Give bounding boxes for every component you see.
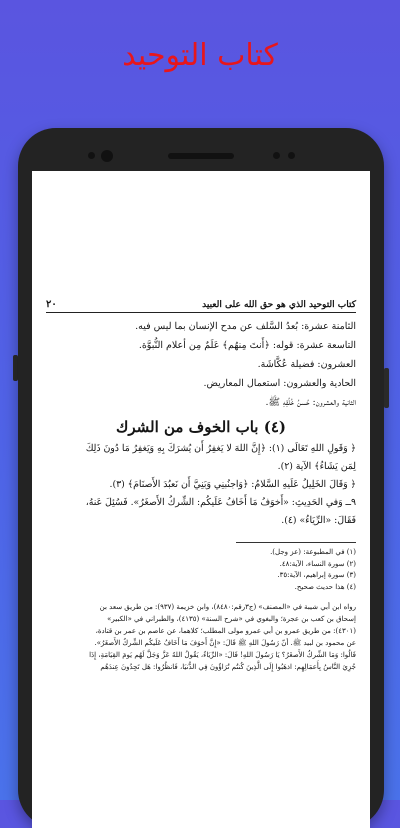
sensor-dot: [273, 152, 280, 159]
sensor-dot: [288, 152, 295, 159]
note-line: جُزِيَ النَّاسُ بِأَعمَالِهِم: اذهَبُوا إِلَى الَّذِينَ كُنتُم تُرَاؤُونَ فِي الدُّنيَا، فَانظُرُوا: هَل تَجِدُونَ عِندَهُم: [100, 663, 356, 671]
note-line: رواه ابن أبي شيبة في «المصنف» (ج٣رقم:٨٤٨٠)، وابن خزيمة (٩٣٧): من طريق سعد بن: [99, 603, 356, 611]
footnotes: [46, 547, 356, 593]
footnote-divider: [236, 542, 356, 543]
front-camera-icon: [101, 150, 113, 162]
book-page[interactable]: [46, 299, 356, 673]
volume-up-button: [384, 368, 389, 408]
list-item: العشرون: فضيلة عُكَّاشَة.: [257, 359, 356, 370]
list-item: الثانية والعشرون: حُسنُ خُلُقِهِ ﷺ.: [265, 397, 356, 408]
sensor-dot: [88, 152, 95, 159]
hadith-notes: [46, 601, 356, 673]
footnote: (١) في المطبوعة: (عز وجل).: [270, 548, 356, 556]
list-item: التاسعة عشرة: قوله: ﴿أَنتَ مِنهُم﴾ عَلَمٌ مِن أعلام النُّبوَّة.: [138, 340, 356, 351]
chapter-title: (٤) باب الخوف من الشرك: [116, 418, 286, 436]
phone-top-bezel: [18, 150, 384, 162]
footnote: (٢) سورة النساء، الآية:٤٨.: [279, 559, 356, 568]
phone-screen[interactable]: [32, 171, 370, 828]
list-item: الثامنة عشرة: بُعدُ السَّلف عن مدح الإنسان بما ليس فيه.: [135, 321, 356, 332]
footnote: (٣) سورة إبراهيم، الآية:٣٥.: [277, 571, 356, 579]
note-line: (٤٣٠١): من طريق عمرو بن أبي عمرو مولى المطلب؛ كلاهما، عن عاصم بن عمر بن قتادة،: [95, 627, 356, 635]
footnote: (٤) هذا حديث صحيح.: [294, 582, 356, 591]
page-number: ٢٠: [46, 299, 57, 310]
body-line: لِمَن يَشَاءُ﴾ الآية (٢).: [277, 461, 356, 472]
body-line: ﴿ وَقَالَ الخَلِيلُ عَلَيهِ السَّلامُ: ﴿وَاجنُبنِي وَبَنِيَّ أَن نَعبُدَ الأَصنَامَ﴾ (٣).: [109, 479, 356, 490]
note-line: قَالُوا: وَمَا الشِّركُ الأَصغَرُ؟ يَا رَسُولَ اللهِ! قَالَ: «الرِّيَاءُ، يَقُولُ اللهُ عَزَّ وَجَلَّ لَهُم يَومَ القِيَامَةِ، إِذَا: [89, 651, 356, 659]
body-line: فَقَالَ: «الرِّيَاءُ» (٤).: [281, 515, 356, 526]
note-line: إسحاق بن كعب بن عجرة؛ والبغوي في «شرح السنة» (٤١٣٥)، والطبراني في «الكبير»: [107, 615, 356, 623]
speaker-grille: [168, 153, 234, 159]
body-line: ٩ــ وَفي الحَدِيثِ: «أَخوَفُ مَا أَخَافُ عَلَيكُم: الشِّركُ الأَصغَرُ». فَسُئِلَ عَنهُ،: [85, 497, 356, 508]
list-item: الحادية والعشرون: استعمال المعاريض.: [203, 378, 356, 389]
note-line: عن محمود بن لبيد ﷺ. أنّ رَسُولَ اللهِ ﷺ قَالَ: «إِنَّ أَخوَفَ مَا أَخَافُ عَلَيكُم الشِّركُ الأَصغَرُ».: [94, 639, 356, 647]
chapter-body: [46, 440, 356, 530]
phone-frame: [18, 128, 384, 828]
body-line: ﴿ وَقَولِ اللهِ تَعَالَى (١): ﴿إِنَّ اللهَ لا يَغفِرُ أَن يُشرَكَ بِهِ وَيَغفِرُ مَا دُونَ ذَلِكَ: [85, 443, 356, 454]
app-title: كتاب التوحيد: [122, 38, 278, 73]
page-header: [46, 299, 356, 313]
running-head-title: كتاب التوحيد الذي هو حق الله على العبيد: [202, 300, 356, 310]
points-list: [46, 317, 356, 412]
